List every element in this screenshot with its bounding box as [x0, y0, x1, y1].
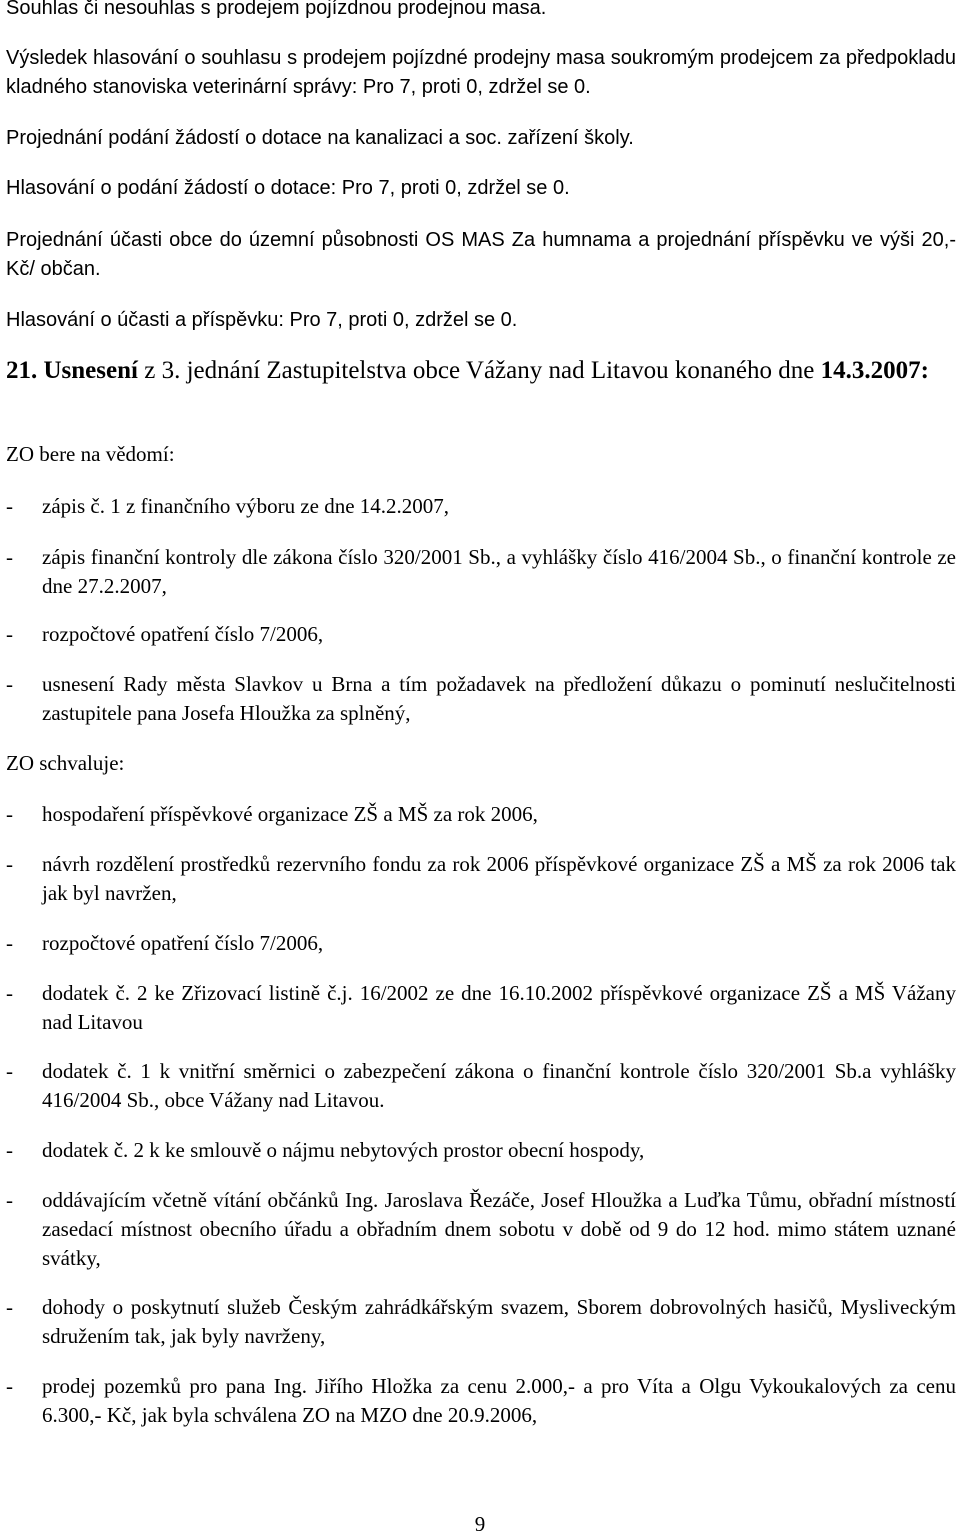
resolution-title-rest: z 3. jednání Zastupitelstva obce Vážany nad Litavou konaného dne — [137, 357, 815, 384]
list-dash: - — [6, 981, 13, 1005]
noted-heading: ZO bere na vědomí: — [6, 442, 175, 466]
resolution-number: 21. — [6, 357, 38, 384]
resolution-date: 14.3.2007: — [820, 357, 929, 384]
list-dash: - — [6, 494, 13, 518]
mas-participation-item: Projednání účasti obce do územní působnosti OS MAS Za humnama a projednání příspěvku ve výši 20,- Kč/ občan. — [6, 229, 956, 280]
list-dash: - — [6, 1295, 13, 1319]
noted-item-text: usnesení Rady města Slavkov u Brna a tím požadavek na předložení důkazu o pominutí neslučitelnosti zastupitele pana Josefa Hloužka za splněný, — [42, 672, 956, 725]
list-dash: - — [6, 931, 13, 955]
subsidy-vote: Hlasování o podání žádostí o dotace: Pro 7, proti 0, zdržel se 0. — [6, 177, 570, 199]
meat-sale-title: Souhlas či nesouhlas s prodejem pojízdnou prodejnou masa. — [6, 0, 547, 19]
list-dash: - — [6, 545, 13, 569]
list-dash: - — [6, 672, 13, 696]
approved-item-text: prodej pozemků pro pana Ing. Jiřího Hložka za cenu 2.000,- a pro Víta a Olgu Vykoukalových za cenu 6.300,- Kč, jak byla schválena ZO na MZO dne 20.9.2006, — [42, 1374, 956, 1427]
approved-item-text: hospodaření příspěvkové organizace ZŠ a MŠ za rok 2006, — [42, 802, 538, 826]
resolution-heading — [6, 356, 956, 386]
list-dash: - — [6, 802, 13, 826]
resolution-label: Usnesení — [43, 357, 138, 384]
list-dash: - — [6, 622, 13, 646]
approved-item-text: oddávajícím včetně vítání občánků Ing. Jaroslava Řezáče, Josef Hloužka a Luďka Tůmu, obřadní místností zasedací místnost obecního úřadu a obřadním dnem sobotu v době od 9 do 12 hod. mimo státem uznané svátky, — [42, 1188, 956, 1270]
approved-item-text: dodatek č. 1 k vnitřní směrnici o zabezpečení zákona o finanční kontrole číslo 320/2001 Sb.a vyhlášky 416/2004 Sb., obce Vážany nad Litavou. — [42, 1059, 956, 1112]
approved-item-text: rozpočtové opatření číslo 7/2006, — [42, 931, 324, 955]
approved-item-text: návrh rozdělení prostředků rezervního fondu za rok 2006 příspěvkové organizace ZŠ a MŠ za rok 2006 tak jak byl navržen, — [42, 852, 956, 905]
page-number: 9 — [474, 1512, 486, 1536]
list-dash: - — [6, 1188, 13, 1212]
list-dash: - — [6, 1374, 13, 1398]
approved-item-text: dohody o poskytnutí služeb Českým zahrádkářským svazem, Sborem dobrovolných hasičů, Mysliveckým sdružením tak, jak byly navrženy, — [42, 1295, 956, 1348]
list-dash: - — [6, 1059, 13, 1083]
noted-item-text: rozpočtové opatření číslo 7/2006, — [42, 622, 324, 646]
sewer-subsidy-item: Projednání podání žádostí o dotace na kanalizaci a soc. zařízení školy. — [6, 127, 634, 149]
mas-vote: Hlasování o účasti a příspěvku: Pro 7, proti 0, zdržel se 0. — [6, 309, 518, 331]
meat-sale-vote: Výsledek hlasování o souhlasu s prodejem pojízdné prodejny masa soukromým prodejcem za předpokladu kladného stanoviska veterinární správy: Pro 7, proti 0, zdržel se 0. — [6, 47, 956, 98]
list-dash: - — [6, 1138, 13, 1162]
approved-heading: ZO schvaluje: — [6, 751, 125, 775]
noted-item-text: zápis č. 1 z finančního výboru ze dne 14.2.2007, — [42, 494, 450, 518]
approved-item-text: dodatek č. 2 k ke smlouvě o nájmu nebytových prostor obecní hospody, — [42, 1138, 645, 1162]
list-dash: - — [6, 852, 13, 876]
noted-item-text: zápis finanční kontroly dle zákona číslo 320/2001 Sb., a vyhlášky číslo 416/2004 Sb., o finanční kontrole ze dne 27.2.2007, — [42, 545, 956, 598]
approved-item-text: dodatek č. 2 ke Zřizovací listině č.j. 16/2002 ze dne 16.10.2002 příspěvkové organizace ZŠ a MŠ Vážany nad Litavou — [42, 981, 956, 1034]
